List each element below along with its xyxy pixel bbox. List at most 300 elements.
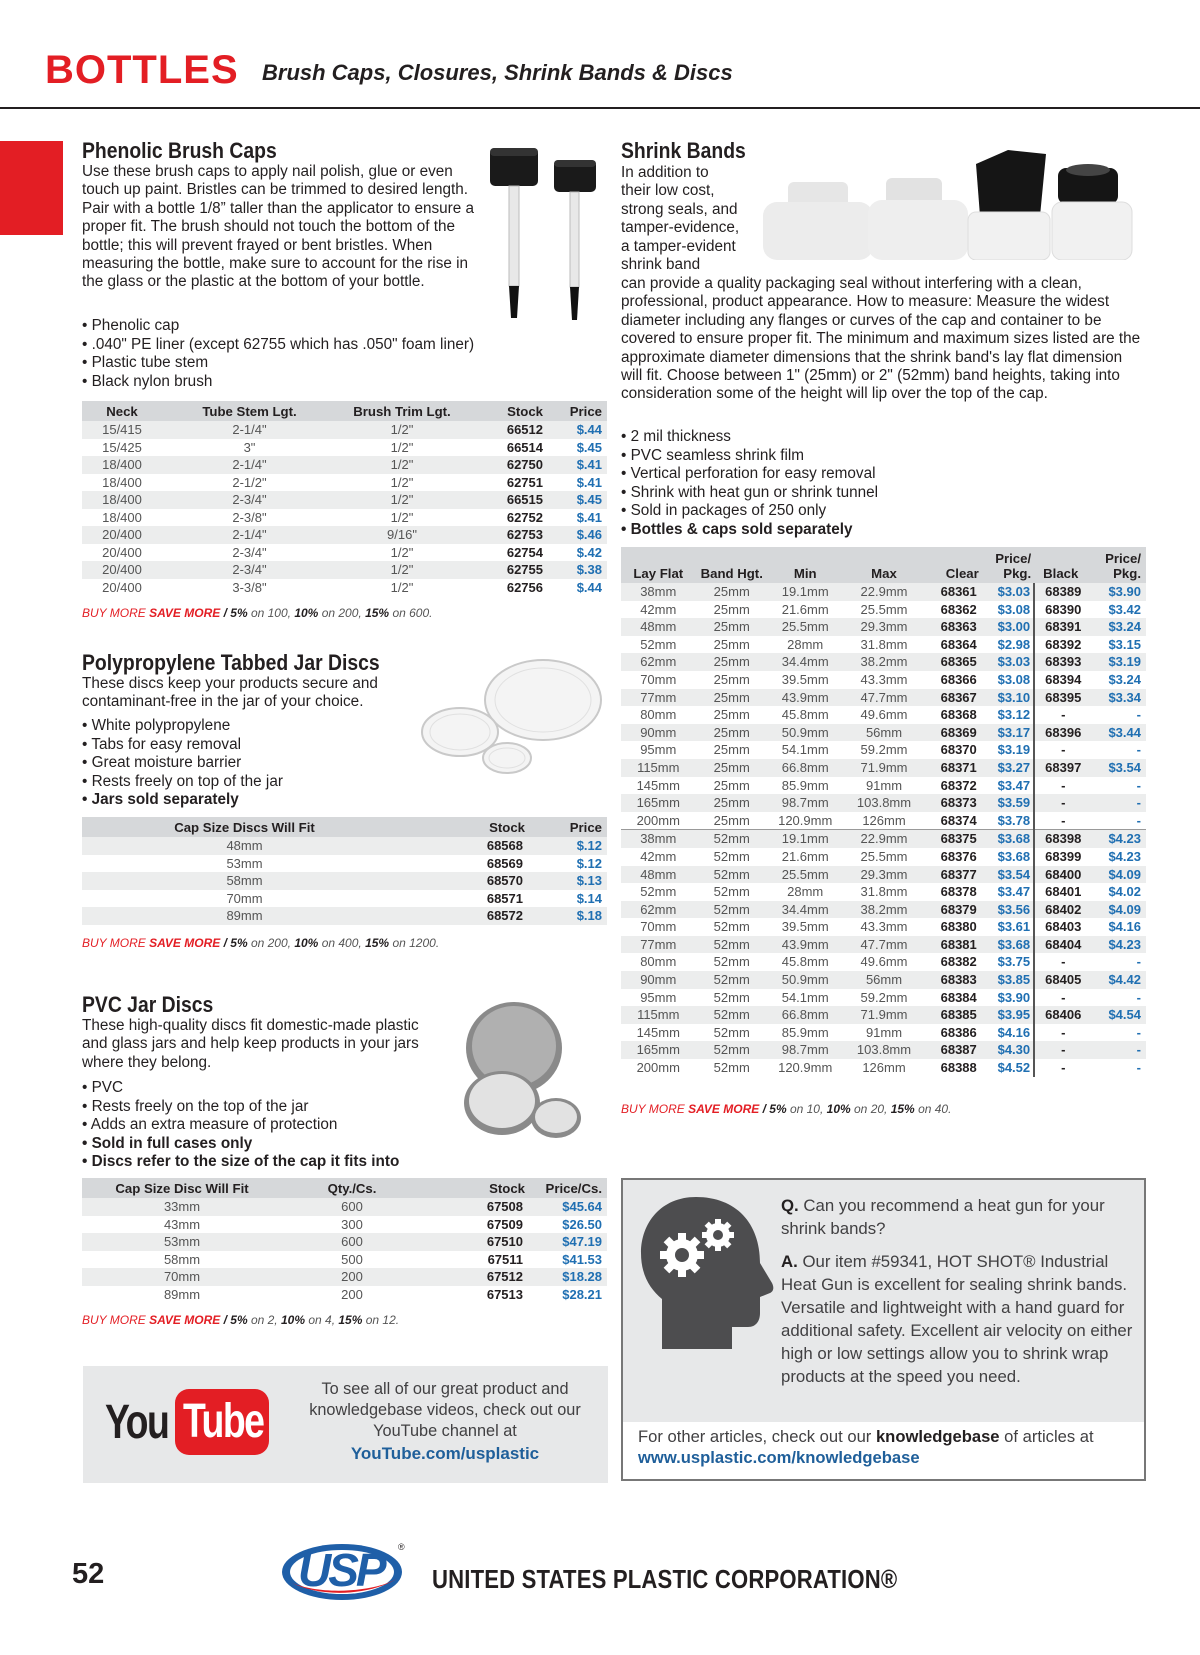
table-cell: 39.5mm xyxy=(781,919,829,935)
table-cell: 68394 xyxy=(1034,671,1087,689)
table-cell: 90mm xyxy=(621,724,696,742)
table-cell: - xyxy=(1136,1024,1141,1040)
table-row xyxy=(621,936,1146,954)
table-cell: 25mm xyxy=(713,742,750,758)
faq-question: Q. Can you recommend a heat gun for your shrink bands? xyxy=(781,1196,1105,1238)
table-cell: 33mm xyxy=(82,1198,282,1216)
table-row xyxy=(621,1024,1146,1042)
table-cell: 19.1mm xyxy=(768,583,843,601)
table-cell: 200 xyxy=(341,1286,363,1302)
list-item: • Bottles & caps sold separately xyxy=(621,521,1141,540)
table-cell: 58mm xyxy=(82,872,407,890)
table-cell: 25.5mm xyxy=(860,848,908,864)
pvc-discs-image xyxy=(462,998,587,1143)
table-cell: 25mm xyxy=(696,794,768,812)
table-cell: 20/400 xyxy=(102,579,142,595)
brush-caps-image xyxy=(482,140,602,325)
table-cell: $4.23 xyxy=(1087,936,1146,954)
table-cell: 68379 xyxy=(926,901,979,919)
disc-illustration xyxy=(485,660,601,740)
table-cell: $.18 xyxy=(527,907,607,925)
table-cell: $3.27 xyxy=(979,759,1034,777)
table-cell: 103.8mm xyxy=(842,794,925,812)
table-cell: 66512 xyxy=(467,421,547,439)
table-cell: 70mm xyxy=(226,890,263,906)
table-cell: 80mm xyxy=(640,954,677,970)
table-cell: 68398 xyxy=(1034,830,1087,848)
table-row xyxy=(621,689,1146,707)
table-cell: 95mm xyxy=(640,989,677,1005)
table-cell: $.38 xyxy=(547,561,607,579)
table-cell: 85.9mm xyxy=(781,1024,829,1040)
table-cell: 68387 xyxy=(926,1041,979,1059)
column-header: Qty./Cs. xyxy=(282,1178,422,1198)
table-cell: 500 xyxy=(341,1251,363,1267)
table-cell: 68367 xyxy=(926,689,979,707)
table-cell: 2-3/8" xyxy=(232,509,267,525)
table-cell: 68380 xyxy=(940,919,977,935)
table-row xyxy=(82,907,607,925)
table-row xyxy=(82,1216,607,1234)
table-cell: 90mm xyxy=(621,971,696,989)
table-cell: 600 xyxy=(282,1233,422,1251)
table-cell: 1/2" xyxy=(390,544,414,560)
table-row xyxy=(621,848,1146,866)
table-cell: 68375 xyxy=(926,830,979,848)
pp-discs-volume-discount: BUY MORE SAVE MORE / 5% on 200, 10% on 400, 15% on 1200. xyxy=(82,936,440,950)
table-cell: $4.09 xyxy=(1087,901,1146,919)
table-cell: 1/2" xyxy=(390,579,414,595)
table-cell: 68361 xyxy=(926,583,979,601)
table-cell: 70mm xyxy=(82,1268,282,1286)
table-cell: $.12 xyxy=(527,837,607,855)
table-row xyxy=(82,1286,607,1304)
table-cell: $3.03 xyxy=(979,653,1034,671)
table-cell: 85.9mm xyxy=(781,777,829,793)
table-cell: $2.98 xyxy=(997,636,1031,652)
table-cell: 18/400 xyxy=(82,491,162,509)
list-item: • PVC seamless shrink film xyxy=(621,447,1141,466)
table-cell: 2-1/4" xyxy=(162,421,337,439)
pp-discs-title: Polypropylene Tabbed Jar Discs xyxy=(82,650,380,675)
table-cell: $3.54 xyxy=(979,866,1034,884)
table-cell: 68400 xyxy=(1034,866,1087,884)
brush-caps-description: Use these brush caps to apply nail polish, glue or even touch up paint. Bristles can be trimmed to desired length. Pair with a bottle 1/8” taller than the applicator to ensure a proper fit. The brush should not touch the bottom of the bottle; this will prevent frayed or bent bristles. When measuring the bottle, make sure to account for the rise in the glass or the plastic at the bottom of your bottle. xyxy=(82,163,474,291)
table-cell: 68568 xyxy=(407,837,527,855)
faq-answer: A. Our item #59341, HOT SHOT® Industrial Heat Gun is excellent for sealing shrink bands. Versatile and lightweight with a hand guard for additional safety. Excellent air velocity on either high or low settings allow you to shrink wrap products at the speed you need. xyxy=(781,1252,1133,1386)
bottle-illustration xyxy=(1052,164,1132,260)
column-header: Band Hgt. xyxy=(696,547,768,583)
table-cell: 48mm xyxy=(82,837,407,855)
column-header: Stock xyxy=(467,401,547,421)
table-cell: 200 xyxy=(282,1268,422,1286)
table-row xyxy=(621,618,1146,636)
table-cell: $47.19 xyxy=(527,1233,607,1251)
table-cell: 68396 xyxy=(1034,724,1087,742)
column-header: Stock xyxy=(407,817,527,837)
table-cell: 43.3mm xyxy=(860,919,908,935)
column-header: Neck xyxy=(82,401,162,421)
table-cell: 50.9mm xyxy=(768,724,843,742)
table-row xyxy=(621,830,1146,848)
table-cell: 52mm xyxy=(696,936,768,954)
table-cell: 77mm xyxy=(621,689,696,707)
table-cell: $3.54 xyxy=(1087,759,1146,777)
table-cell: 43.3mm xyxy=(860,671,908,687)
section-tab xyxy=(0,141,63,235)
table-row xyxy=(82,579,607,597)
knowledgebase-link[interactable]: www.usplastic.com/knowledgebase xyxy=(638,1448,920,1467)
table-cell: 48mm xyxy=(621,866,696,884)
pp-discs-bullets xyxy=(82,717,412,810)
table-cell: 68373 xyxy=(926,794,979,812)
table-cell: 62750 xyxy=(467,456,547,474)
table-cell: 52mm xyxy=(696,866,768,884)
table-cell: 42mm xyxy=(640,601,677,617)
brush-caps-table xyxy=(82,401,607,596)
table-cell: 2-1/2" xyxy=(232,474,267,490)
table-cell: 66514 xyxy=(506,439,543,455)
table-cell: 66515 xyxy=(467,491,547,509)
table-cell: 62751 xyxy=(506,474,543,490)
table-row xyxy=(621,883,1146,901)
table-cell: 89mm xyxy=(82,907,407,925)
pvc-discs-table xyxy=(82,1178,607,1303)
table-cell: 68368 xyxy=(940,707,977,723)
table-cell: 68402 xyxy=(1034,901,1087,919)
table-cell: 19.1mm xyxy=(768,830,843,848)
table-cell: 22.9mm xyxy=(842,583,925,601)
table-cell: $45.64 xyxy=(527,1198,607,1216)
table-cell: 1/2" xyxy=(390,509,414,525)
table-row xyxy=(621,653,1146,671)
table-cell: $3.90 xyxy=(997,989,1031,1005)
table-cell: 18/400 xyxy=(82,456,162,474)
table-cell: $.45 xyxy=(576,439,602,455)
table-row xyxy=(621,901,1146,919)
table-cell: 68385 xyxy=(926,1006,979,1024)
table-cell: 68570 xyxy=(407,872,527,890)
table-cell: $4.54 xyxy=(1087,1006,1146,1024)
table-row xyxy=(82,1251,607,1269)
table-row xyxy=(621,671,1146,689)
table-cell: 52mm xyxy=(713,1024,750,1040)
table-cell: 45.8mm xyxy=(781,707,829,723)
table-cell: 67513 xyxy=(486,1286,523,1302)
column-header: Lay Flat xyxy=(621,547,696,583)
table-cell: 25.5mm xyxy=(768,866,843,884)
list-item: • Great moisture barrier xyxy=(82,754,412,773)
table-cell: 68370 xyxy=(940,742,977,758)
table-cell: $4.52 xyxy=(997,1060,1031,1076)
table-cell: 80mm xyxy=(640,707,677,723)
table-cell: 25.5mm xyxy=(768,618,843,636)
table-cell: $3.24 xyxy=(1087,618,1146,636)
table-cell: 68376 xyxy=(940,848,977,864)
table-cell: 126mm xyxy=(862,1060,906,1076)
table-cell: $3.61 xyxy=(997,919,1031,935)
column-header: Brush Trim Lgt. xyxy=(337,401,467,421)
table-row xyxy=(621,971,1146,989)
table-cell: 52mm xyxy=(713,954,750,970)
table-row xyxy=(82,491,607,509)
table-cell: $4.16 xyxy=(1108,919,1141,935)
table-cell: 38mm xyxy=(621,830,696,848)
table-cell: 68374 xyxy=(940,812,977,828)
table-cell: 53mm xyxy=(82,1233,282,1251)
table-cell: 89mm xyxy=(163,1286,201,1302)
table-cell: 38mm xyxy=(621,583,696,601)
table-cell: 62755 xyxy=(467,561,547,579)
table-cell: 1/2" xyxy=(337,561,467,579)
table-cell: $4.42 xyxy=(1087,971,1146,989)
table-cell: 62752 xyxy=(506,509,543,525)
table-cell: 68377 xyxy=(926,866,979,884)
table-cell: 66.8mm xyxy=(768,759,843,777)
shrink-bands-bullets xyxy=(621,428,1141,539)
table-cell: 52mm xyxy=(696,971,768,989)
table-cell: $3.03 xyxy=(979,583,1034,601)
table-cell: 25mm xyxy=(696,759,768,777)
table-cell: 52mm xyxy=(713,919,750,935)
table-cell: $3.68 xyxy=(979,936,1034,954)
table-cell: 71.9mm xyxy=(842,759,925,777)
table-cell: $4.23 xyxy=(1108,848,1141,864)
table-cell: 43mm xyxy=(163,1216,201,1232)
table-cell: 68391 xyxy=(1034,618,1087,636)
table-cell: $3.47 xyxy=(997,777,1031,793)
table-cell: - xyxy=(1034,706,1087,724)
table-cell: - xyxy=(1034,953,1087,971)
table-cell: $3.08 xyxy=(997,601,1031,617)
list-item: • 2 mil thickness xyxy=(621,428,1141,447)
table-cell: - xyxy=(1034,1059,1087,1077)
table-cell: - xyxy=(1034,777,1087,795)
usp-logo-text: USP xyxy=(298,1544,384,1596)
table-cell: 54.1mm xyxy=(781,989,829,1005)
table-cell: - xyxy=(1034,741,1087,759)
pp-discs-description: These discs keep your products secure and contaminant-free in the jar of your choice. xyxy=(82,675,378,711)
list-item: • Sold in full cases only xyxy=(82,1135,502,1154)
table-cell: 165mm xyxy=(621,1041,696,1059)
table-cell: - xyxy=(1034,1041,1087,1059)
table-cell: 68382 xyxy=(940,954,977,970)
table-cell: 58mm xyxy=(163,1251,201,1267)
table-cell: $3.47 xyxy=(997,884,1031,900)
table-cell: 68406 xyxy=(1034,1006,1087,1024)
table-cell: 52mm xyxy=(713,884,750,900)
table-cell: 70mm xyxy=(640,919,677,935)
table-cell: $3.85 xyxy=(979,971,1034,989)
table-cell: $.41 xyxy=(547,456,607,474)
table-cell: 1/2" xyxy=(390,474,414,490)
usp-logo-mark: ® xyxy=(398,1542,405,1552)
column-header: Price/Cs. xyxy=(527,1178,607,1198)
table-cell: $.13 xyxy=(527,872,607,890)
table-cell: 29.3mm xyxy=(842,866,925,884)
table-cell: 47.7mm xyxy=(842,689,925,707)
table-cell: 38.2mm xyxy=(842,901,925,919)
table-row xyxy=(82,456,607,474)
table-cell: 68364 xyxy=(940,636,977,652)
table-row xyxy=(621,794,1146,812)
table-cell: $3.10 xyxy=(979,689,1034,707)
list-item: • Sold in packages of 250 only xyxy=(621,502,1141,521)
table-cell: 52mm xyxy=(640,884,677,900)
list-item: • White polypropylene xyxy=(82,717,412,736)
table-row xyxy=(621,866,1146,884)
table-cell: 39.5mm xyxy=(781,671,829,687)
table-row xyxy=(82,890,607,908)
table-cell: $3.59 xyxy=(979,794,1034,812)
list-item: • PVC xyxy=(82,1079,502,1098)
pp-discs-image xyxy=(405,655,605,780)
table-cell: 68372 xyxy=(940,777,977,793)
table-row xyxy=(82,1233,607,1251)
table-cell: $4.30 xyxy=(979,1041,1034,1059)
table-cell: $3.17 xyxy=(979,724,1034,742)
table-cell: - xyxy=(1136,1060,1141,1076)
list-item: • Shrink with heat gun or shrink tunnel xyxy=(621,484,1141,503)
table-cell: $.45 xyxy=(547,491,607,509)
table-cell: 68395 xyxy=(1034,689,1087,707)
shrink-bands-description: can provide a quality packaging seal without interfering with a clean, professional, product appearance. How to measure: Measure the widest diameter including any flanges or curves of the cap and container to be covered to ensure proper fit. The minimum and maximum sizes listed are the approximate diameter dimensions that the shrink band's lay flat dimension will fit. Choose between 1" (25mm) or 2" (52mm) band heights, taking into consideration some of the height will lip over the top of the cap. xyxy=(621,275,1141,403)
table-cell: $3.24 xyxy=(1108,671,1141,687)
table-cell: 68403 xyxy=(1034,918,1087,936)
table-cell: - xyxy=(1034,794,1087,812)
table-cell: 68390 xyxy=(1034,601,1087,619)
table-cell: $3.95 xyxy=(979,1006,1034,1024)
bottle-illustration xyxy=(968,150,1050,260)
table-cell: 67510 xyxy=(422,1233,527,1251)
table-row xyxy=(621,724,1146,742)
table-row xyxy=(621,953,1146,971)
table-cell: 115mm xyxy=(621,759,696,777)
table-cell: 62753 xyxy=(467,526,547,544)
table-cell: 68365 xyxy=(926,653,979,671)
table-cell: 2-3/4" xyxy=(162,561,337,579)
table-cell: 52mm xyxy=(696,1006,768,1024)
table-cell: 145mm xyxy=(636,777,680,793)
table-row xyxy=(621,1059,1146,1077)
table-cell: 145mm xyxy=(636,1024,680,1040)
table-cell: 68405 xyxy=(1034,971,1087,989)
table-cell: $.46 xyxy=(547,526,607,544)
table-cell: 50.9mm xyxy=(768,971,843,989)
list-item: • Rests freely on top of the jar xyxy=(82,773,412,792)
faq-footer: For other articles, check out our knowledgebase of articles at www.usplastic.com/knowledgebase xyxy=(638,1427,1094,1467)
table-cell: 52mm xyxy=(713,848,750,864)
table-cell: - xyxy=(1034,812,1087,830)
table-cell: 115mm xyxy=(621,1006,696,1024)
youtube-logo[interactable] xyxy=(105,1388,269,1456)
table-row xyxy=(621,759,1146,777)
table-cell: $3.08 xyxy=(997,671,1031,687)
table-row xyxy=(621,812,1146,830)
company-name: UNITED STATES PLASTIC CORPORATION® xyxy=(432,1564,898,1594)
pvc-discs-volume-discount: BUY MORE SAVE MORE / 5% on 2, 10% on 4, 15% on 12. xyxy=(82,1313,400,1327)
column-header: Tube Stem Lgt. xyxy=(162,401,337,421)
table-cell: 25mm xyxy=(713,601,750,617)
table-cell: 56mm xyxy=(842,724,925,742)
table-cell: 56mm xyxy=(842,971,925,989)
table-row xyxy=(82,474,607,492)
bottle-illustration xyxy=(868,178,968,260)
youtube-link[interactable]: YouTube.com/usplastic xyxy=(350,1444,540,1463)
table-cell: $.44 xyxy=(576,579,602,595)
table-cell: 68393 xyxy=(1034,653,1087,671)
table-cell: 68369 xyxy=(926,724,979,742)
table-cell: 25mm xyxy=(696,689,768,707)
youtube-text: To see all of our great product and knowledgebase videos, check out our YouTube channel at xyxy=(309,1380,581,1440)
head-gears-icon xyxy=(636,1193,776,1353)
table-cell: $4.16 xyxy=(997,1024,1031,1040)
table-cell: 95mm xyxy=(640,742,677,758)
table-row xyxy=(82,561,607,579)
table-row xyxy=(621,741,1146,759)
table-cell: 66.8mm xyxy=(768,1006,843,1024)
brush-caps-volume-discount: BUY MORE SAVE MORE / 5% on 100, 10% on 200, 15% on 600. xyxy=(82,606,433,620)
table-row xyxy=(82,855,607,873)
table-row xyxy=(621,583,1146,601)
table-cell: 68388 xyxy=(940,1060,977,1076)
table-cell: 68569 xyxy=(486,855,523,871)
table-cell: 22.9mm xyxy=(842,830,925,848)
table-row xyxy=(82,439,607,457)
brush-cap-illustration xyxy=(554,160,596,320)
header-rule xyxy=(0,107,1200,109)
table-cell: 21.6mm xyxy=(781,601,829,617)
table-cell: $3.15 xyxy=(1108,636,1141,652)
table-cell: 59.2mm xyxy=(860,989,908,1005)
table-cell: - xyxy=(1034,989,1087,1007)
list-item: • Adds an extra measure of protection xyxy=(82,1116,502,1135)
table-cell: 68363 xyxy=(926,618,979,636)
page-number: 52 xyxy=(72,1558,105,1590)
table-cell: - xyxy=(1087,1041,1146,1059)
table-cell: 68383 xyxy=(926,971,979,989)
table-cell: $26.50 xyxy=(562,1216,602,1232)
table-cell: 52mm xyxy=(696,901,768,919)
table-cell: 126mm xyxy=(862,812,906,828)
table-cell: 43.9mm xyxy=(768,689,843,707)
pvc-discs-description: These high-quality discs fit domestic-made plastic and glass jars and help keep products in your jars where they belong. xyxy=(82,1017,419,1071)
column-header: Price/ Pkg. xyxy=(1087,547,1146,583)
table-row xyxy=(621,777,1146,795)
table-cell: 29.3mm xyxy=(842,618,925,636)
table-cell: 15/425 xyxy=(102,439,142,455)
table-cell: 62756 xyxy=(506,579,543,595)
youtube-logo-you: You xyxy=(105,1395,169,1449)
shrink-bands-title: Shrink Bands xyxy=(621,138,746,163)
table-cell: 91mm xyxy=(865,1024,903,1040)
table-cell: 120.9mm xyxy=(778,812,833,828)
table-cell: - xyxy=(1136,989,1141,1005)
table-cell: 300 xyxy=(341,1216,363,1232)
table-row xyxy=(621,636,1146,654)
table-row xyxy=(82,1268,607,1286)
table-cell: 42mm xyxy=(640,848,677,864)
table-cell: 45.8mm xyxy=(781,954,829,970)
list-item: • .040" PE liner (except 62755 which has .050" foam liner) xyxy=(82,336,522,355)
table-cell: - xyxy=(1136,812,1141,828)
table-cell: 200mm xyxy=(636,1060,680,1076)
table-cell: 62754 xyxy=(506,544,543,560)
table-row xyxy=(82,837,607,855)
table-cell: 68378 xyxy=(940,884,977,900)
table-row xyxy=(82,872,607,890)
column-header: Price xyxy=(547,401,607,421)
